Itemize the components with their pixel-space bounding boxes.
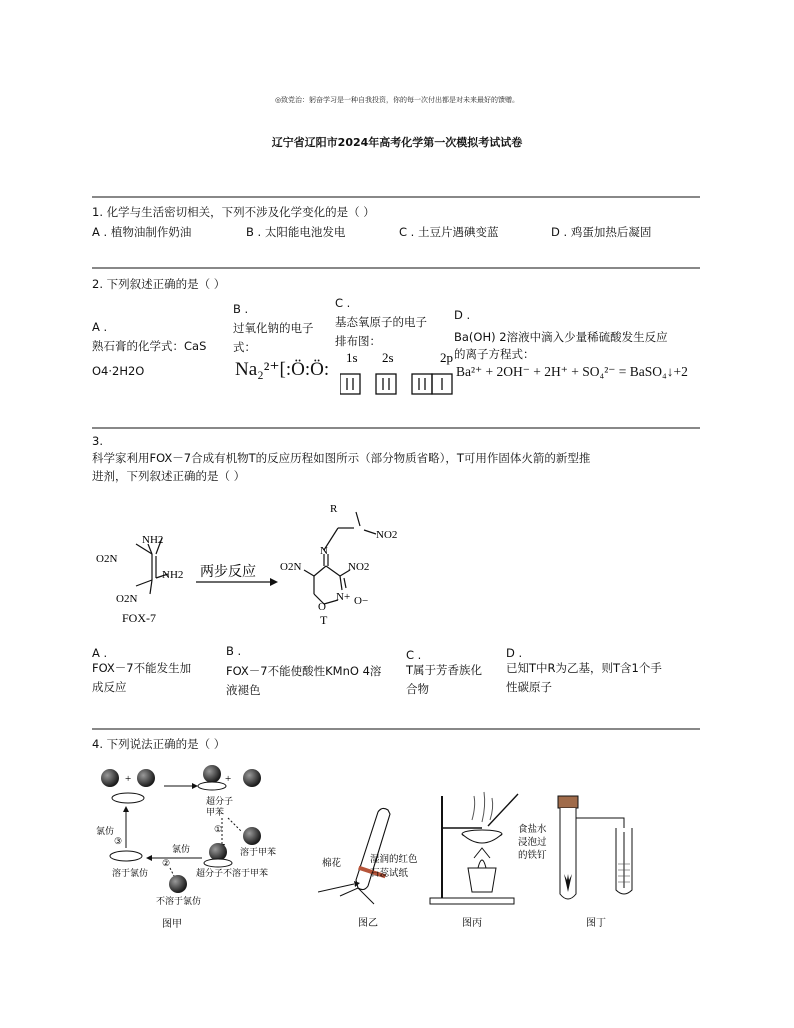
- jia-label-toluene: 甲苯: [206, 807, 225, 817]
- q2-option-d[interactable]: [454, 306, 704, 361]
- figure-ding: [514, 792, 644, 934]
- q3-stem-2: 进剂，下列叙述正确的是（ ）: [92, 469, 246, 483]
- q2-b-text-1: 过氧化钠的电子: [233, 321, 314, 335]
- jia-label-not-dissolve-toluene: 超分子不溶于甲苯: [196, 868, 269, 878]
- scheme-arrow-label: 两步反应: [200, 565, 256, 580]
- q3-stem-1: 科学家利用FOX－7合成有机物T的反应历程如图所示（部分物质省略），T可用作固体火箭的新型推: [92, 451, 591, 465]
- jia-label-chloroform-2: 氯仿: [172, 844, 191, 854]
- q3-number: 3.: [92, 434, 103, 448]
- t-no2-right: NO2: [348, 561, 370, 573]
- q2-option-b[interactable]: [233, 300, 333, 357]
- exam-title: 辽宁省辽阳市2024年高考化学第一次模拟考试试卷: [271, 136, 523, 149]
- q2-d-text-2: 的离子方程式：: [454, 347, 535, 361]
- q2-b-electron-formula: Na₂²⁺[:Ö:Ö:: [235, 359, 330, 380]
- fox7-nh2-top: NH2: [142, 534, 164, 546]
- q2-a-label: A .: [92, 320, 108, 334]
- jia-label-not-dissolve-chloroform: 不溶于氯仿: [156, 896, 202, 906]
- jia-label-step1: ①: [214, 824, 223, 834]
- q2-c-text-2: 排布图：: [335, 334, 381, 348]
- jia-label-dissolve-chloroform: 溶于氯仿: [112, 868, 149, 878]
- q1-option-d[interactable]: D . 鸡蛋加热后凝固: [551, 225, 652, 239]
- q2-a-text-1: 熟石膏的化学式：CaS: [92, 339, 207, 353]
- yi-label-wet-red: 湿润的红色: [370, 855, 418, 865]
- q2-c-label: C .: [335, 296, 351, 310]
- q1-stem: 1. 化学与生活密切相关，下列不涉及化学变化的是（ ）: [92, 205, 375, 219]
- motto-notice: ◎致党治：躬奋学习是一种自我投资，你的每一次付出都是对未来最好的馈赠。: [274, 96, 520, 104]
- q2-b-label: B .: [233, 302, 249, 316]
- orbital-label-1s: 1s: [346, 350, 358, 365]
- q2-option-a[interactable]: [92, 318, 227, 381]
- figure-bing-caption: 图丙: [462, 918, 482, 929]
- q3-d-text-1: 已知T中R为乙基，则T含1个手: [506, 661, 662, 675]
- q3-b-label: B .: [226, 644, 242, 658]
- figure-bing: [428, 786, 524, 934]
- q3-option-c[interactable]: [406, 646, 506, 699]
- t-ring-o: O: [318, 601, 326, 613]
- t-n-plus: N+: [336, 591, 351, 603]
- q4-stem: 4. 下列说法正确的是（ ）: [92, 737, 226, 751]
- t-r-group: R: [330, 503, 338, 515]
- t-label: T: [320, 613, 328, 627]
- q1-option-c[interactable]: C . 土豆片遇碘变蓝: [399, 225, 499, 239]
- yi-label-litmus-paper: 石蕊试纸: [370, 869, 409, 879]
- figure-yi-caption: 图乙: [358, 918, 378, 929]
- yi-label-cotton: 棉花: [322, 859, 342, 869]
- q3-option-d[interactable]: [506, 644, 706, 697]
- q3-reaction-scheme: [92, 498, 412, 632]
- divider-q2: [92, 267, 700, 269]
- orbital-label-2s: 2s: [382, 350, 394, 365]
- q3-b-text-2: 液褪色: [226, 683, 261, 697]
- figure-yi: [318, 800, 438, 934]
- q3-b-text-1: FOX－7不能使酸性KMnO 4溶: [226, 664, 382, 678]
- fox7-nh2-right: NH2: [162, 569, 184, 581]
- fox7-label: FOX-7: [122, 611, 157, 625]
- q2-stem: 2. 下列叙述正确的是（ ）: [92, 277, 226, 291]
- q3-c-text-2: 合物: [406, 682, 429, 696]
- t-o2n-left: O2N: [280, 561, 302, 573]
- divider-q4: [92, 728, 700, 730]
- q2-d-ionic-equation: Ba²⁺ + 2OH⁻ + 2H⁺ + SO₄²⁻ = BaSO₄↓+2: [456, 364, 688, 379]
- q3-c-label: C .: [406, 648, 422, 662]
- q3-d-label: D .: [506, 646, 523, 660]
- fox7-o2n-left: O2N: [96, 553, 118, 565]
- q3-d-text-2: 性碳原子: [506, 680, 552, 694]
- q2-d-text-1: Ba(OH) 2溶液中滴入少量稀硫酸发生反应: [454, 330, 668, 344]
- q1-option-a[interactable]: A . 植物油制作奶油: [92, 225, 192, 239]
- jia-label-chloroform-1: 氯仿: [96, 826, 115, 836]
- ding-label-iron-nail: 的铁钉: [518, 851, 547, 861]
- jia-label-supramolecule: 超分子: [206, 796, 234, 806]
- q2-a-text-2: O4·2H2O: [92, 364, 145, 378]
- figure-jia-caption: 图甲: [162, 919, 182, 930]
- divider-q3: [92, 427, 700, 429]
- q2-d-label: D .: [454, 308, 471, 322]
- jia-label-step3: ③: [114, 836, 123, 846]
- q3-option-b[interactable]: [226, 642, 406, 700]
- fox7-o2n-bottom: O2N: [116, 593, 138, 605]
- q1-option-b[interactable]: B . 太阳能电池发电: [246, 225, 346, 239]
- q2-c-text-1: 基态氧原子的电子: [335, 315, 427, 329]
- t-n-imine: N: [320, 545, 328, 557]
- q3-a-text-2: 成反应: [92, 680, 127, 694]
- q3-c-text-1: T属于芳香族化: [406, 663, 483, 677]
- q3-a-label: A .: [92, 646, 108, 660]
- q3-option-a[interactable]: [92, 644, 222, 697]
- divider-q1: [92, 196, 700, 198]
- q2-option-c[interactable]: [335, 294, 455, 351]
- svg-text:+: +: [125, 773, 132, 785]
- jia-label-dissolve-toluene: 溶于甲苯: [240, 847, 277, 857]
- q3-a-text-1: FOX－7不能发生加: [92, 661, 192, 675]
- ding-label-saltwater: 食盐水: [518, 825, 547, 835]
- q2-c-orbital-diagram: [340, 350, 455, 400]
- t-no2-top: NO2: [376, 529, 398, 541]
- ding-label-soaked: 浸泡过: [518, 838, 547, 848]
- figure-ding-caption: 图丁: [586, 918, 606, 929]
- q2-b-text-2: 式：: [233, 340, 256, 354]
- t-o-minus: O−: [354, 595, 369, 607]
- jia-label-step2: ②: [162, 858, 171, 868]
- orbital-label-2p: 2p: [440, 350, 453, 365]
- svg-text:+: +: [225, 773, 232, 785]
- figure-jia: [92, 764, 302, 934]
